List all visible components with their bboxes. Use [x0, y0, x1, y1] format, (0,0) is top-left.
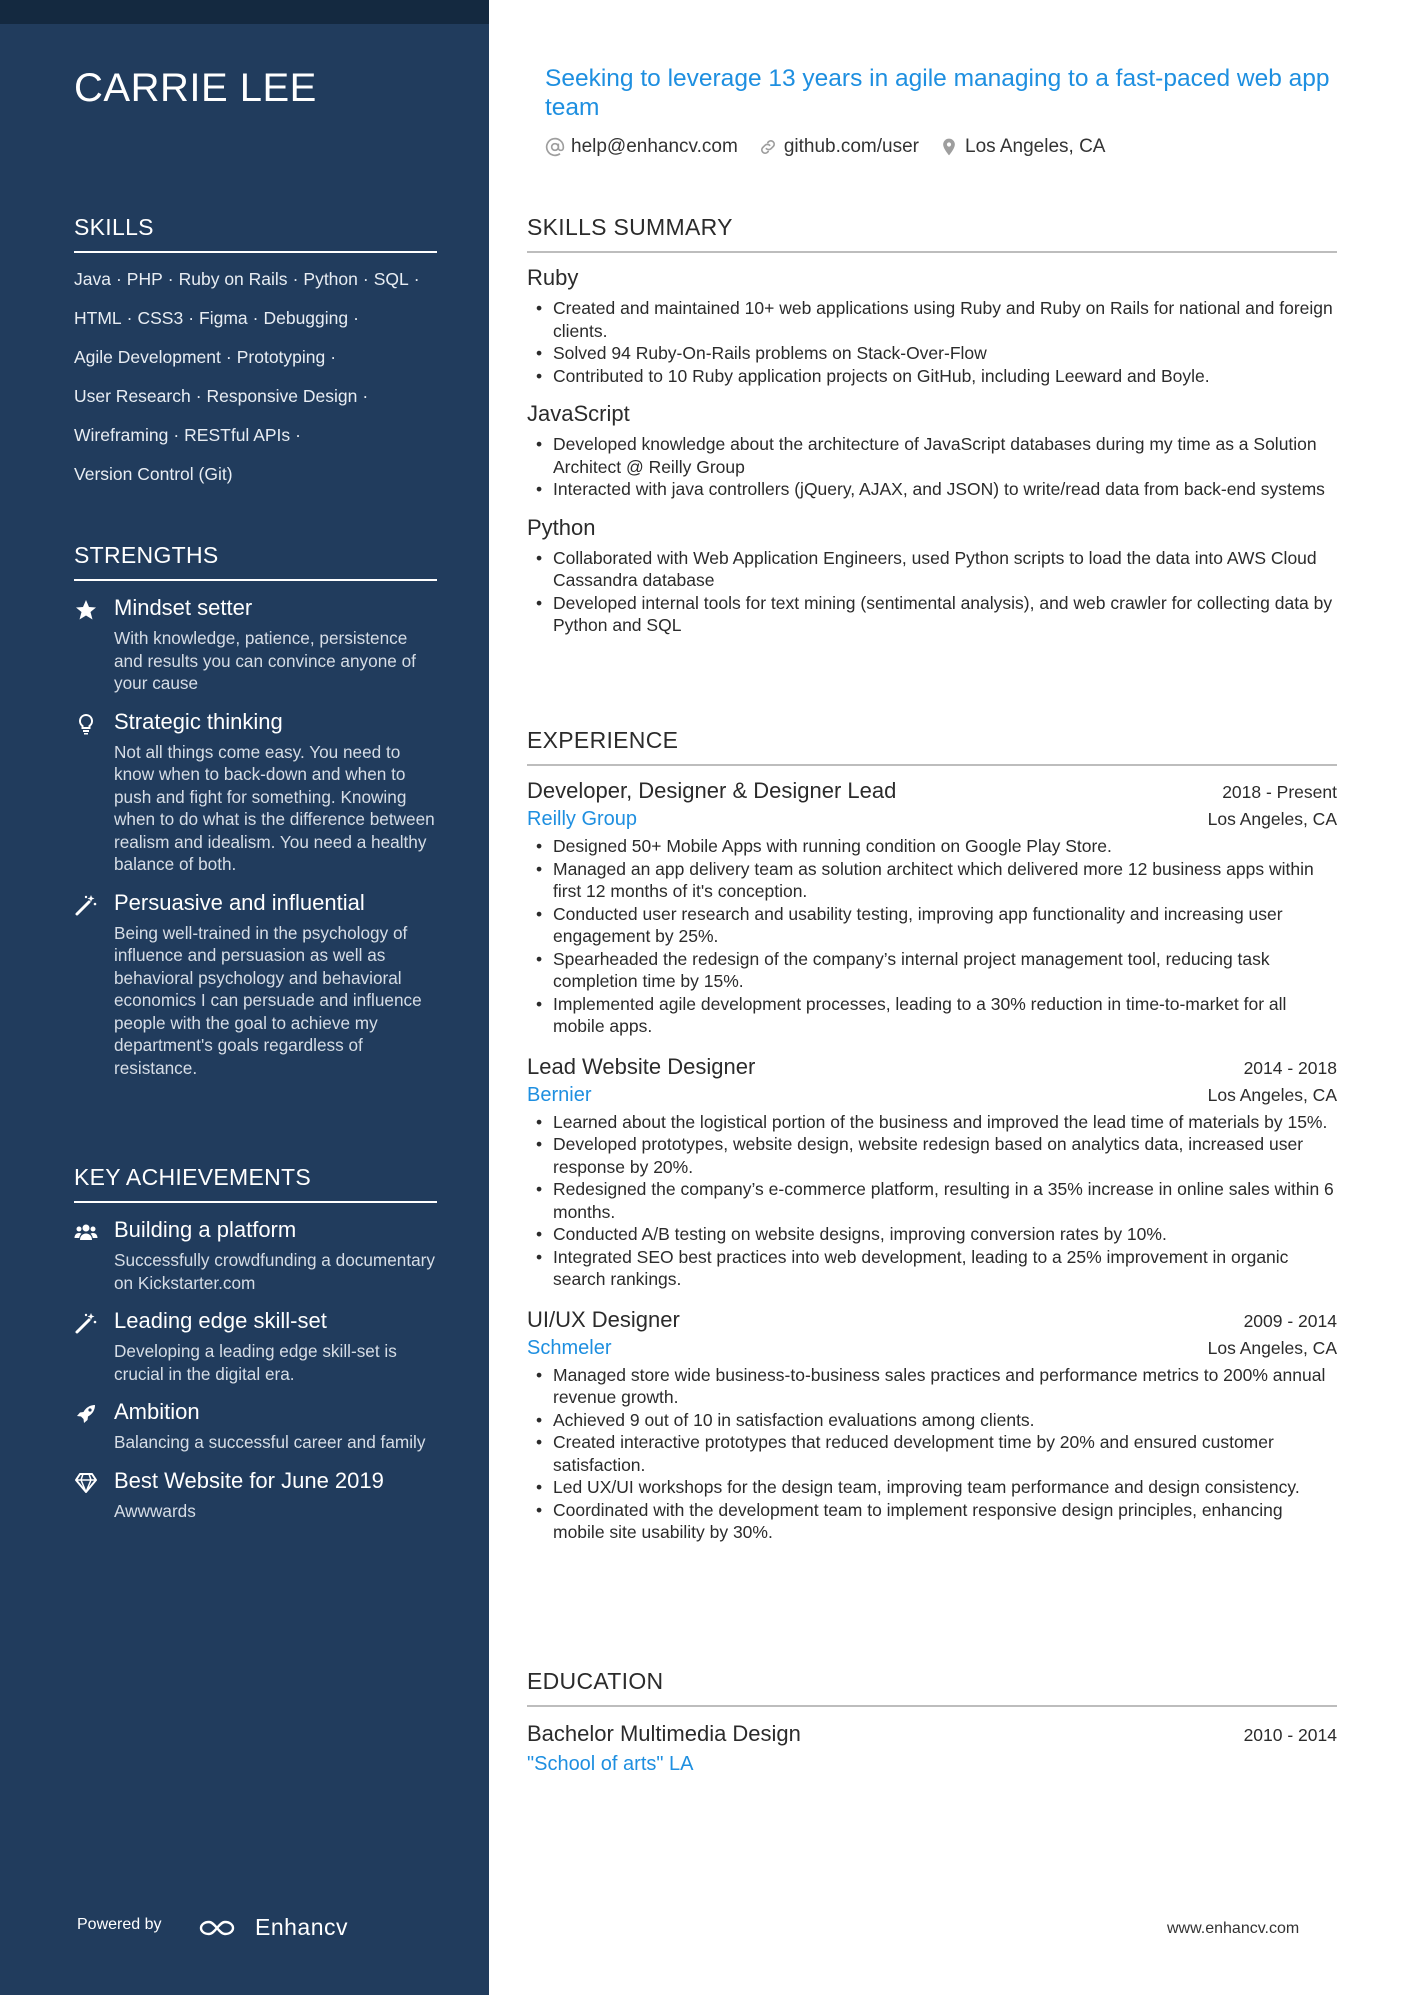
- job-role: Developer, Designer & Designer Lead: [527, 778, 897, 803]
- bullet-item: • Developed knowledge about the architecture of JavaScript databases during my time as a Solution Architect @ Reilly Group: [527, 433, 1337, 478]
- skill-tag: Wireframing: [74, 425, 169, 445]
- skill-separator: ·: [295, 425, 301, 445]
- skill-tag: RESTful APIs: [184, 425, 291, 445]
- skill-line: [74, 382, 437, 421]
- bullet-item: • Developed internal tools for text mining (sentimental analysis), and web crawler for collecting data by Python and SQL: [527, 592, 1337, 637]
- strength-desc: Being well-trained in the psychology of influence and persuasion as well as behavioral psychology and behavioral economics I can persuade and influence people with the goal to achieve my department's goals regardless of resistance.: [114, 922, 422, 1078]
- bullet-item: • Learned about the logistical portion of the business and improved the lead time of materials by 15%.: [527, 1111, 1337, 1134]
- skill-tag: Java: [74, 269, 111, 289]
- strength-title: Strategic thinking: [114, 708, 283, 734]
- education-dates: 2010 - 2014: [1243, 1725, 1337, 1745]
- skill-separator: ·: [167, 269, 174, 289]
- bullet-item: • Spearheaded the redesign of the company’s internal project management tool, reducing task completion time by 15%.: [527, 948, 1337, 993]
- bullet-item: • Achieved 9 out of 10 in satisfaction evaluations among clients.: [527, 1409, 1337, 1432]
- bullet-item: • Interacted with java controllers (jQuery, AJAX, and JSON) to write/read data from back-end systems: [527, 478, 1337, 501]
- skill-line: [74, 265, 437, 304]
- bullet-item: • Managed store wide business-to-business sales practices and performance metrics to 200% annual revenue growth.: [527, 1364, 1337, 1409]
- skill-separator: ·: [195, 386, 202, 406]
- contact-github[interactable]: [758, 136, 919, 158]
- job-location: Los Angeles, CA: [1207, 1337, 1337, 1358]
- skills-summary-section: [527, 214, 1337, 637]
- skill-separator: ·: [115, 269, 122, 289]
- job-dates: 2014 - 2018: [1243, 1057, 1337, 1078]
- skill-separator: ·: [353, 308, 359, 328]
- job-role: Lead Website Designer: [527, 1053, 756, 1079]
- skill-separator: ·: [225, 347, 232, 367]
- bullet-item: • Managed an app delivery team as solution architect which delivered more 12 business apps within first 12 months of it's conception.: [527, 858, 1337, 903]
- magic-wand-icon: [74, 893, 98, 917]
- strength-item: [74, 593, 437, 695]
- bullet-item: • Conducted A/B testing on website designs, improving conversion rates by 10%.: [527, 1223, 1337, 1246]
- job-entry: [527, 1305, 1337, 1544]
- job-bullets: [527, 835, 1337, 1038]
- skill-separator: ·: [126, 308, 133, 328]
- skill-separator: ·: [362, 386, 369, 406]
- achievement-item: [74, 1466, 437, 1523]
- job-entry: [527, 776, 1337, 1038]
- skill-tag: User Research: [74, 386, 191, 406]
- magic-wand-icon: [74, 1311, 98, 1335]
- bullet-item: • Coordinated with the development team to implement responsive design principles, enhancing mobile site usability by 30%.: [527, 1499, 1337, 1544]
- skills-list: [74, 265, 437, 499]
- skill-tag: PHP: [126, 269, 163, 289]
- jobs-list: [527, 776, 1337, 1544]
- skill-separator: ·: [362, 269, 369, 289]
- strength-desc: Not all things come easy. You need to know when to back-down and when to push and fight for something. Knowing when to do what is the difference between realism and idealism. You need a healthy balance of both.: [114, 741, 435, 874]
- users-icon: [74, 1220, 98, 1244]
- skill-separator: ·: [173, 425, 180, 445]
- contact-location: [939, 136, 1105, 158]
- skill-group-bullets: [527, 297, 1337, 387]
- job-company[interactable]: Schmeler: [527, 1336, 612, 1359]
- skill-tag: Version Control (Git): [74, 464, 233, 484]
- strength-item: [74, 707, 437, 876]
- achievement-title: Building a platform: [114, 1217, 297, 1242]
- skill-group: [527, 263, 1337, 387]
- skill-groups: [527, 263, 1337, 637]
- bullet-item: • Created interactive prototypes that reduced development time by 20% and ensured customer satisfaction.: [527, 1431, 1337, 1476]
- skill-group-title: Ruby: [527, 265, 579, 290]
- lightbulb-icon: [74, 712, 98, 736]
- enhancv-logo[interactable]: [195, 1912, 355, 1944]
- education-section: [527, 1668, 1337, 1776]
- skill-tag: Prototyping: [236, 347, 326, 367]
- bullet-item: • Implemented agile development processes, leading to a 30% reduction in time-to-market for all mobile apps.: [527, 993, 1337, 1038]
- bullet-item: • Led UX/UI workshops for the design team, improving team performance and design consistency.: [527, 1476, 1337, 1499]
- bullet-item: • Redesigned the company’s e-commerce platform, resulting in a 35% increase in online sales within 6 months.: [527, 1178, 1337, 1223]
- achievement-item: [74, 1306, 437, 1385]
- strengths-section: [74, 542, 437, 1079]
- skill-tag: Python: [303, 269, 358, 289]
- education-title: EDUCATION: [527, 1668, 1337, 1707]
- achievement-desc: Developing a leading edge skill-set is crucial in the digital era.: [114, 1341, 397, 1384]
- skill-group: [527, 513, 1337, 637]
- job-company[interactable]: Bernier: [527, 1083, 592, 1106]
- star-icon: [74, 598, 98, 622]
- powered-by-label: Powered by: [77, 1916, 162, 1933]
- footer-url[interactable]: www.enhancv.com: [1167, 1920, 1300, 1937]
- achievement-desc: Balancing a successful career and family: [114, 1432, 426, 1452]
- contact-bar: [545, 136, 1125, 158]
- skill-line: [74, 421, 437, 460]
- skill-separator: ·: [413, 269, 420, 289]
- achievement-title: Ambition: [114, 1399, 200, 1424]
- bullet-item: • Contributed to 10 Ruby application projects on GitHub, including Leeward and Boyle.: [527, 365, 1337, 388]
- bullet-item: • Created and maintained 10+ web applications using Ruby and Ruby on Rails for national and foreign clients.: [527, 297, 1337, 342]
- skill-group-bullets: [527, 433, 1337, 501]
- headline: Seeking to leverage 13 years in agile managing to a fast-paced web app team: [545, 65, 1330, 121]
- bullet-item: • Collaborated with Web Application Engineers, used Python scripts to load the data into AWS Cloud Cassandra database: [527, 547, 1337, 592]
- job-location: Los Angeles, CA: [1207, 809, 1337, 829]
- skill-group-title: Python: [527, 514, 596, 540]
- skills-title: SKILLS: [74, 214, 437, 253]
- skill-tag: Agile Development: [74, 347, 221, 367]
- achievements-title: KEY ACHIEVEMENTS: [74, 1164, 437, 1203]
- map-pin-icon: [939, 137, 959, 157]
- sidebar: [0, 0, 489, 1995]
- skill-line: [74, 304, 437, 343]
- job-entry: [527, 1052, 1337, 1291]
- achievements-section: [74, 1164, 437, 1522]
- experience-section: [527, 727, 1337, 1544]
- location-text: Los Angeles, CA: [965, 136, 1106, 157]
- skill-tag: Figma: [199, 308, 248, 328]
- job-location: Los Angeles, CA: [1207, 1084, 1337, 1105]
- skill-separator: ·: [188, 308, 195, 328]
- sidebar-top-bar: [0, 0, 489, 24]
- achievement-title: Leading edge skill-set: [114, 1308, 327, 1333]
- strength-item: [74, 888, 437, 1080]
- bullet-item: • Developed prototypes, website design, website redesign based on analytics data, increased user response by 20%.: [527, 1133, 1337, 1178]
- skill-separator: ·: [252, 308, 259, 328]
- skill-separator: ·: [292, 269, 299, 289]
- bullet-item: • Conducted user research and usability testing, improving app functionality and increasing user engagement by 25%.: [527, 903, 1337, 948]
- skill-tag: HTML: [74, 308, 122, 328]
- achievement-item: [74, 1215, 437, 1294]
- job-role: UI/UX Designer: [527, 1306, 680, 1332]
- candidate-name: CARRIE LEE: [74, 66, 317, 110]
- strength-title: Persuasive and influential: [114, 889, 365, 915]
- strength-title: Mindset setter: [114, 595, 253, 620]
- skill-tag: Ruby on Rails: [178, 269, 288, 289]
- experience-title: EXPERIENCE: [527, 727, 1337, 766]
- strength-desc: With knowledge, patience, persistence and results you can convince anyone of your cause: [114, 628, 416, 693]
- skill-group-title: JavaScript: [527, 401, 630, 426]
- email-text: help@enhancv.com: [571, 136, 738, 157]
- skill-separator: ·: [330, 347, 337, 367]
- link-icon: [758, 137, 778, 157]
- skill-line: [74, 343, 437, 382]
- enhancv-logo-text: Enhancv: [255, 1914, 349, 1940]
- skills-summary-title: SKILLS SUMMARY: [527, 214, 1337, 253]
- bullet-item: • Designed 50+ Mobile Apps with running condition on Google Play Store.: [527, 835, 1337, 858]
- skill-tag: Responsive Design: [206, 386, 358, 406]
- at-sign-icon: [545, 137, 565, 157]
- skill-tag: Debugging: [263, 308, 349, 328]
- diamond-icon: [74, 1471, 98, 1495]
- job-dates: 2018 - Present: [1222, 782, 1337, 802]
- skill-tag: SQL: [373, 269, 409, 289]
- skills-section: [74, 214, 437, 499]
- education-degree: Bachelor Multimedia Design: [527, 1721, 801, 1746]
- achievement-desc: Awwwards: [114, 1500, 196, 1521]
- achievement-item: [74, 1397, 437, 1454]
- bullet-item: • Solved 94 Ruby-On-Rails problems on Stack-Over-Flow: [527, 342, 1337, 365]
- job-company[interactable]: Reilly Group: [527, 808, 638, 830]
- github-text: github.com/user: [783, 136, 919, 157]
- job-bullets: [527, 1111, 1337, 1291]
- rocket-icon: [74, 1402, 98, 1426]
- achievement-desc: Successfully crowdfunding a documentary on Kickstarter.com: [114, 1250, 435, 1293]
- skill-group-bullets: [527, 547, 1337, 637]
- strengths-title: STRENGTHS: [74, 542, 437, 581]
- skill-group: [527, 399, 1337, 501]
- skill-line: [74, 460, 437, 499]
- job-bullets: [527, 1364, 1337, 1544]
- contact-email[interactable]: [545, 136, 738, 158]
- skill-tag: CSS3: [137, 308, 184, 328]
- bullet-item: • Integrated SEO best practices into web development, leading to a 25% improvement in organic search rankings.: [527, 1246, 1337, 1291]
- education-school[interactable]: "School of arts" LA: [527, 1753, 694, 1775]
- job-dates: 2009 - 2014: [1243, 1310, 1337, 1331]
- education-entry: [527, 1719, 1337, 1776]
- achievement-title: Best Website for June 2019: [114, 1467, 384, 1493]
